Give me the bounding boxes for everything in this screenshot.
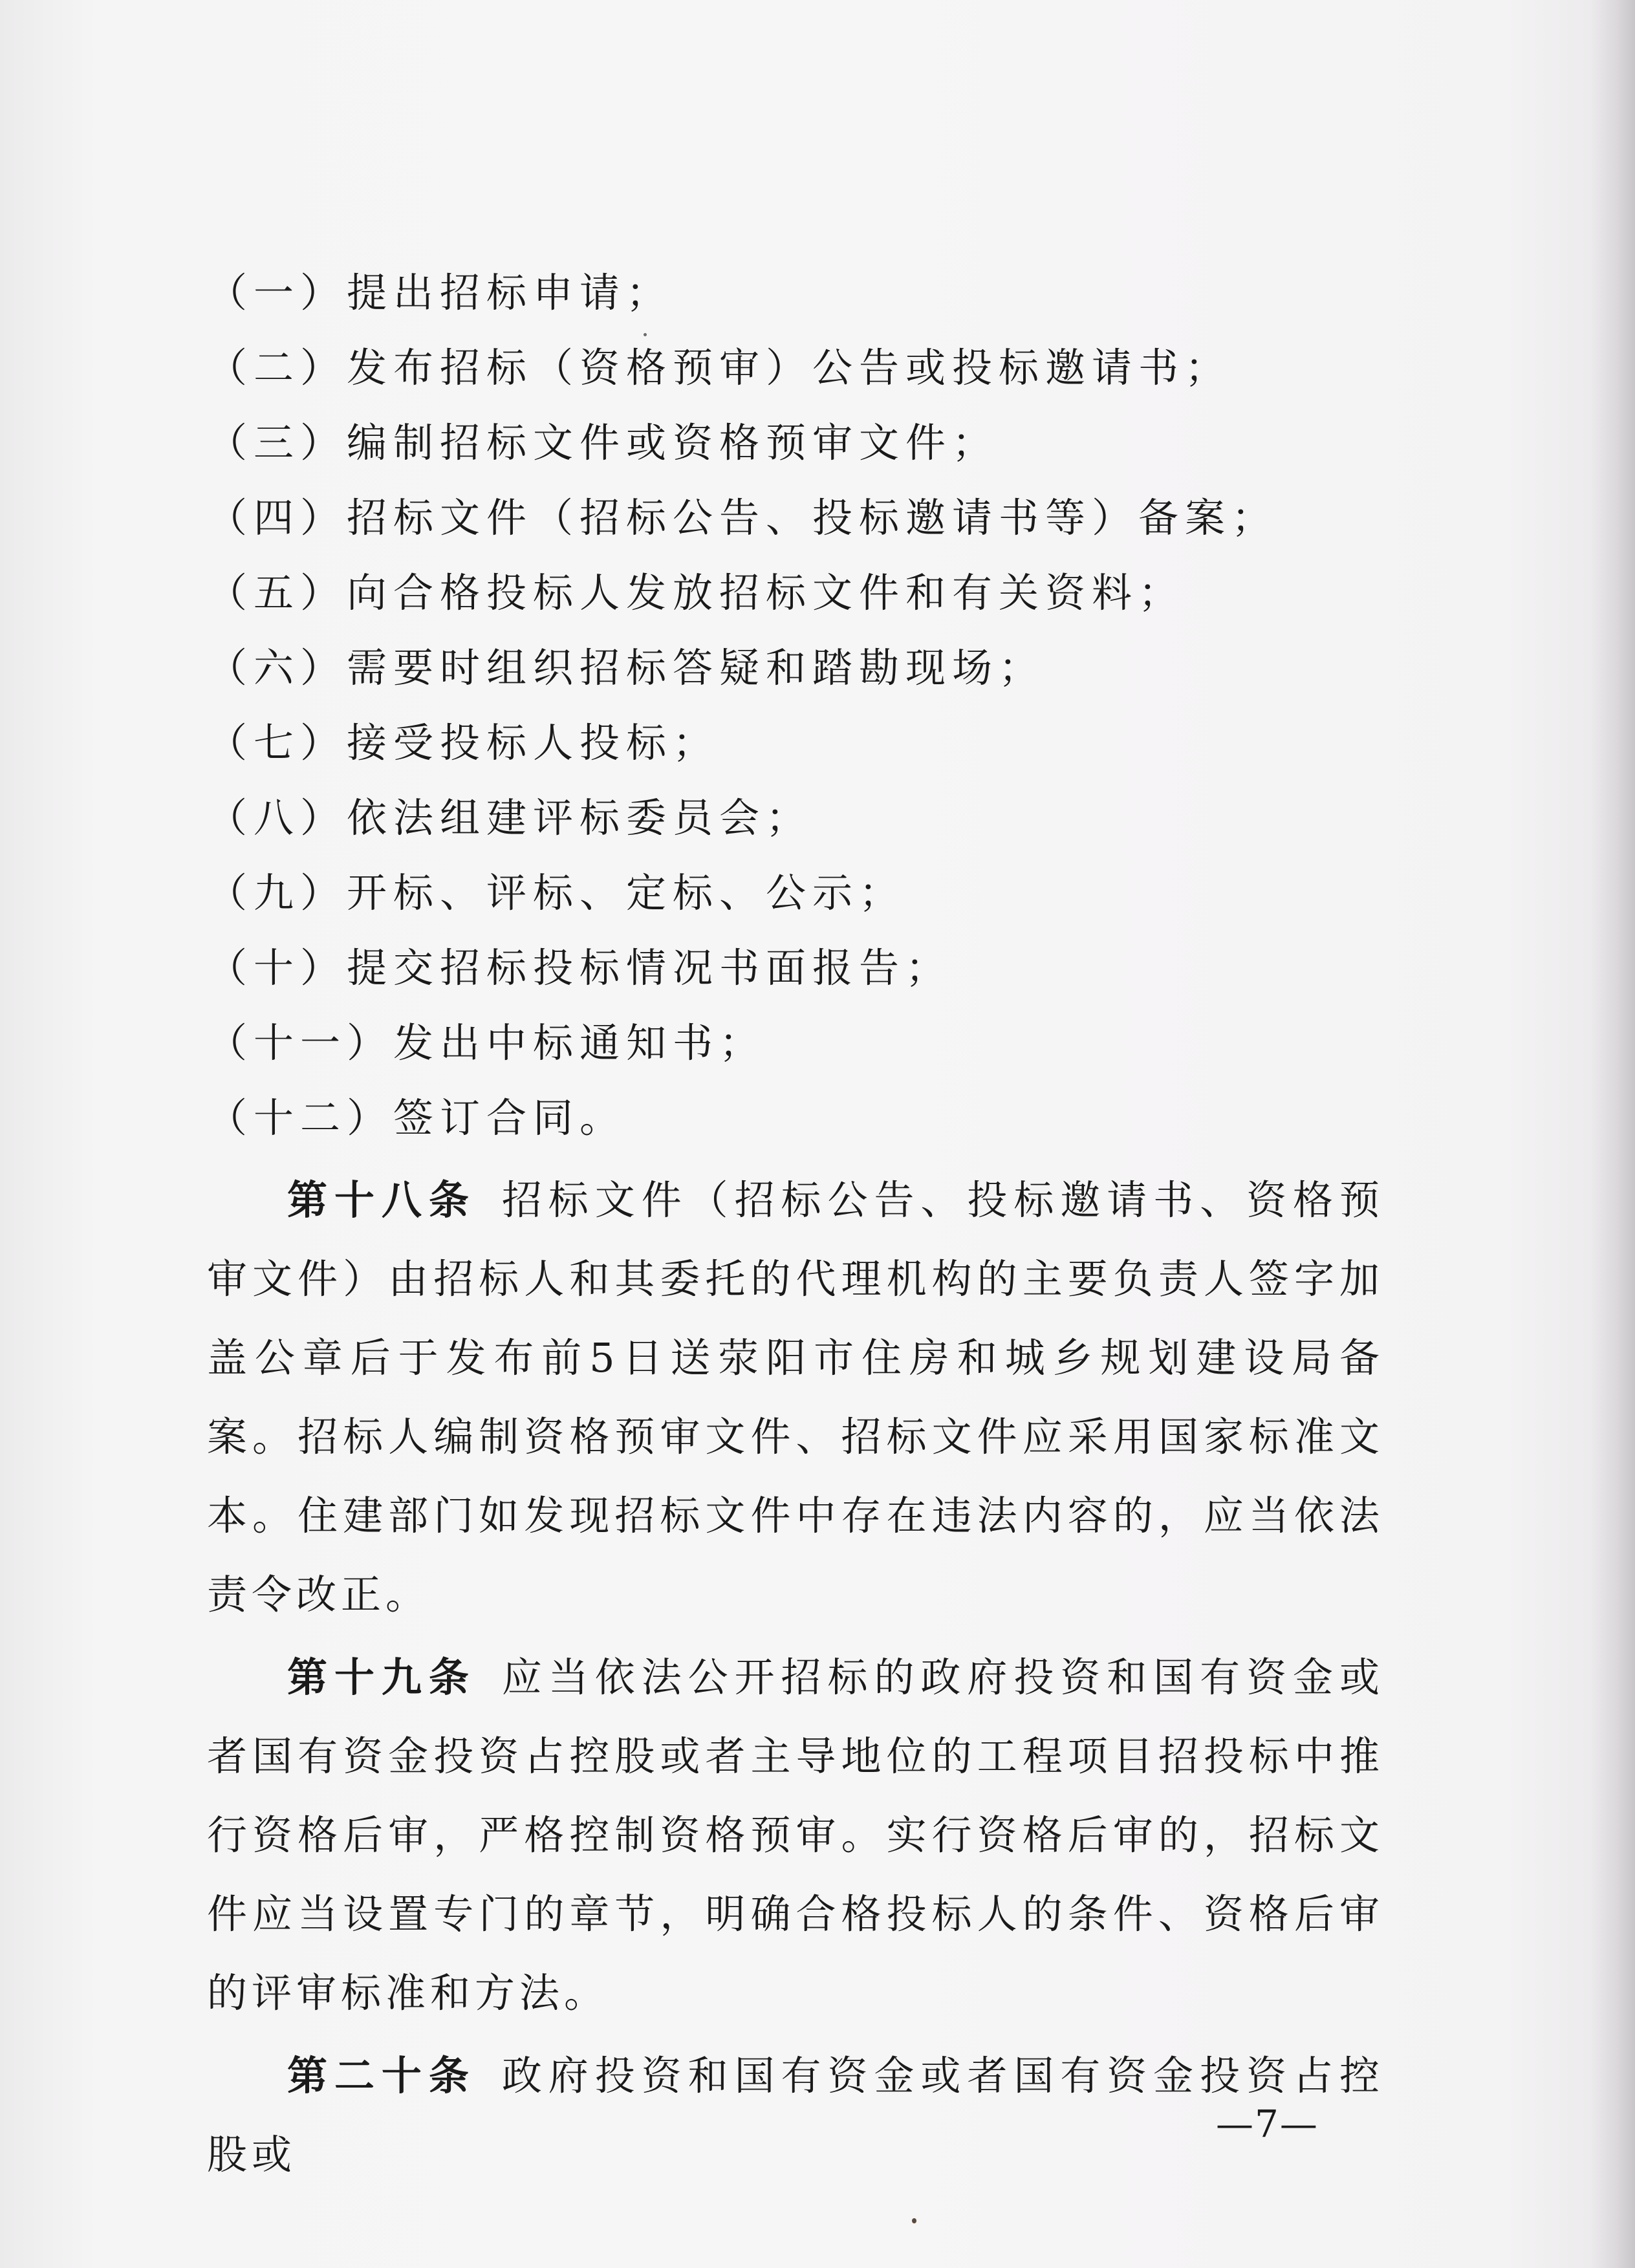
list-item: （三）编制招标文件或资格预审文件；: [207, 419, 999, 466]
list-item: （四）招标文件（招标公告、投标邀请书等）备案；: [207, 494, 1279, 541]
article-19-heading: 第十九条: [287, 1654, 476, 1701]
list-item: （十）提交招标投标情况书面报告；: [207, 944, 953, 991]
article-19-text: 应当依法公开招标的政府投资和国有资金或者国有资金投资占控股或者主导地位的工程项目招投标中推行资格后审，严格控制资格预审。实行资格后审的，招标文件应当设置专门的章节，明确合格投标人的条件、资格后审的评审标准和方法。: [207, 1654, 1384, 2016]
list-item: （十一）发出中标通知书；: [207, 1019, 766, 1066]
list-item: （二）发布招标（资格预审）公告或投标邀请书；: [207, 344, 1232, 391]
paper-speck: [912, 2218, 916, 2223]
article-18: [207, 1161, 1384, 1634]
article-20: [207, 2036, 1384, 2194]
document-body: [207, 255, 1384, 2194]
article-20-text: 政府投资和国有资金或者国有资金投资占控股或: [207, 2052, 1384, 2178]
list-item: （一）提出招标申请；: [207, 269, 673, 316]
paper-edge-shadow: [1590, 0, 1635, 2268]
article-18-heading: 第十八条: [287, 1176, 476, 1224]
list-item: （七）接受投标人投标；: [207, 719, 720, 766]
list-item: （八）依法组建评标委员会；: [207, 794, 813, 841]
paper-speck: [644, 333, 647, 336]
article-18-text: 招标文件（招标公告、投标邀请书、资格预审文件）由招标人和其委托的代理机构的主要负责人签字加盖公章后于发布前5日送荥阳市住房和城乡规划建设局备案。招标人编制资格预审文件、招标文件应采用国家标准文本。住建部门如发现招标文件中存在违法内容的，应当依法责令改正。: [207, 1176, 1384, 1618]
list-item: （九）开标、评标、定标、公示；: [207, 869, 906, 916]
article-19: [207, 1638, 1384, 2033]
page-number: —7—: [1216, 2102, 1319, 2146]
list-item: （六）需要时组织招标答疑和踏勘现场；: [207, 644, 1046, 691]
article-20-heading: 第二十条: [287, 2052, 476, 2099]
procedure-list: [207, 255, 1384, 1156]
list-item: （五）向合格投标人发放招标文件和有关资料；: [207, 569, 1186, 616]
list-item: （十二）签订合同。: [207, 1094, 627, 1141]
